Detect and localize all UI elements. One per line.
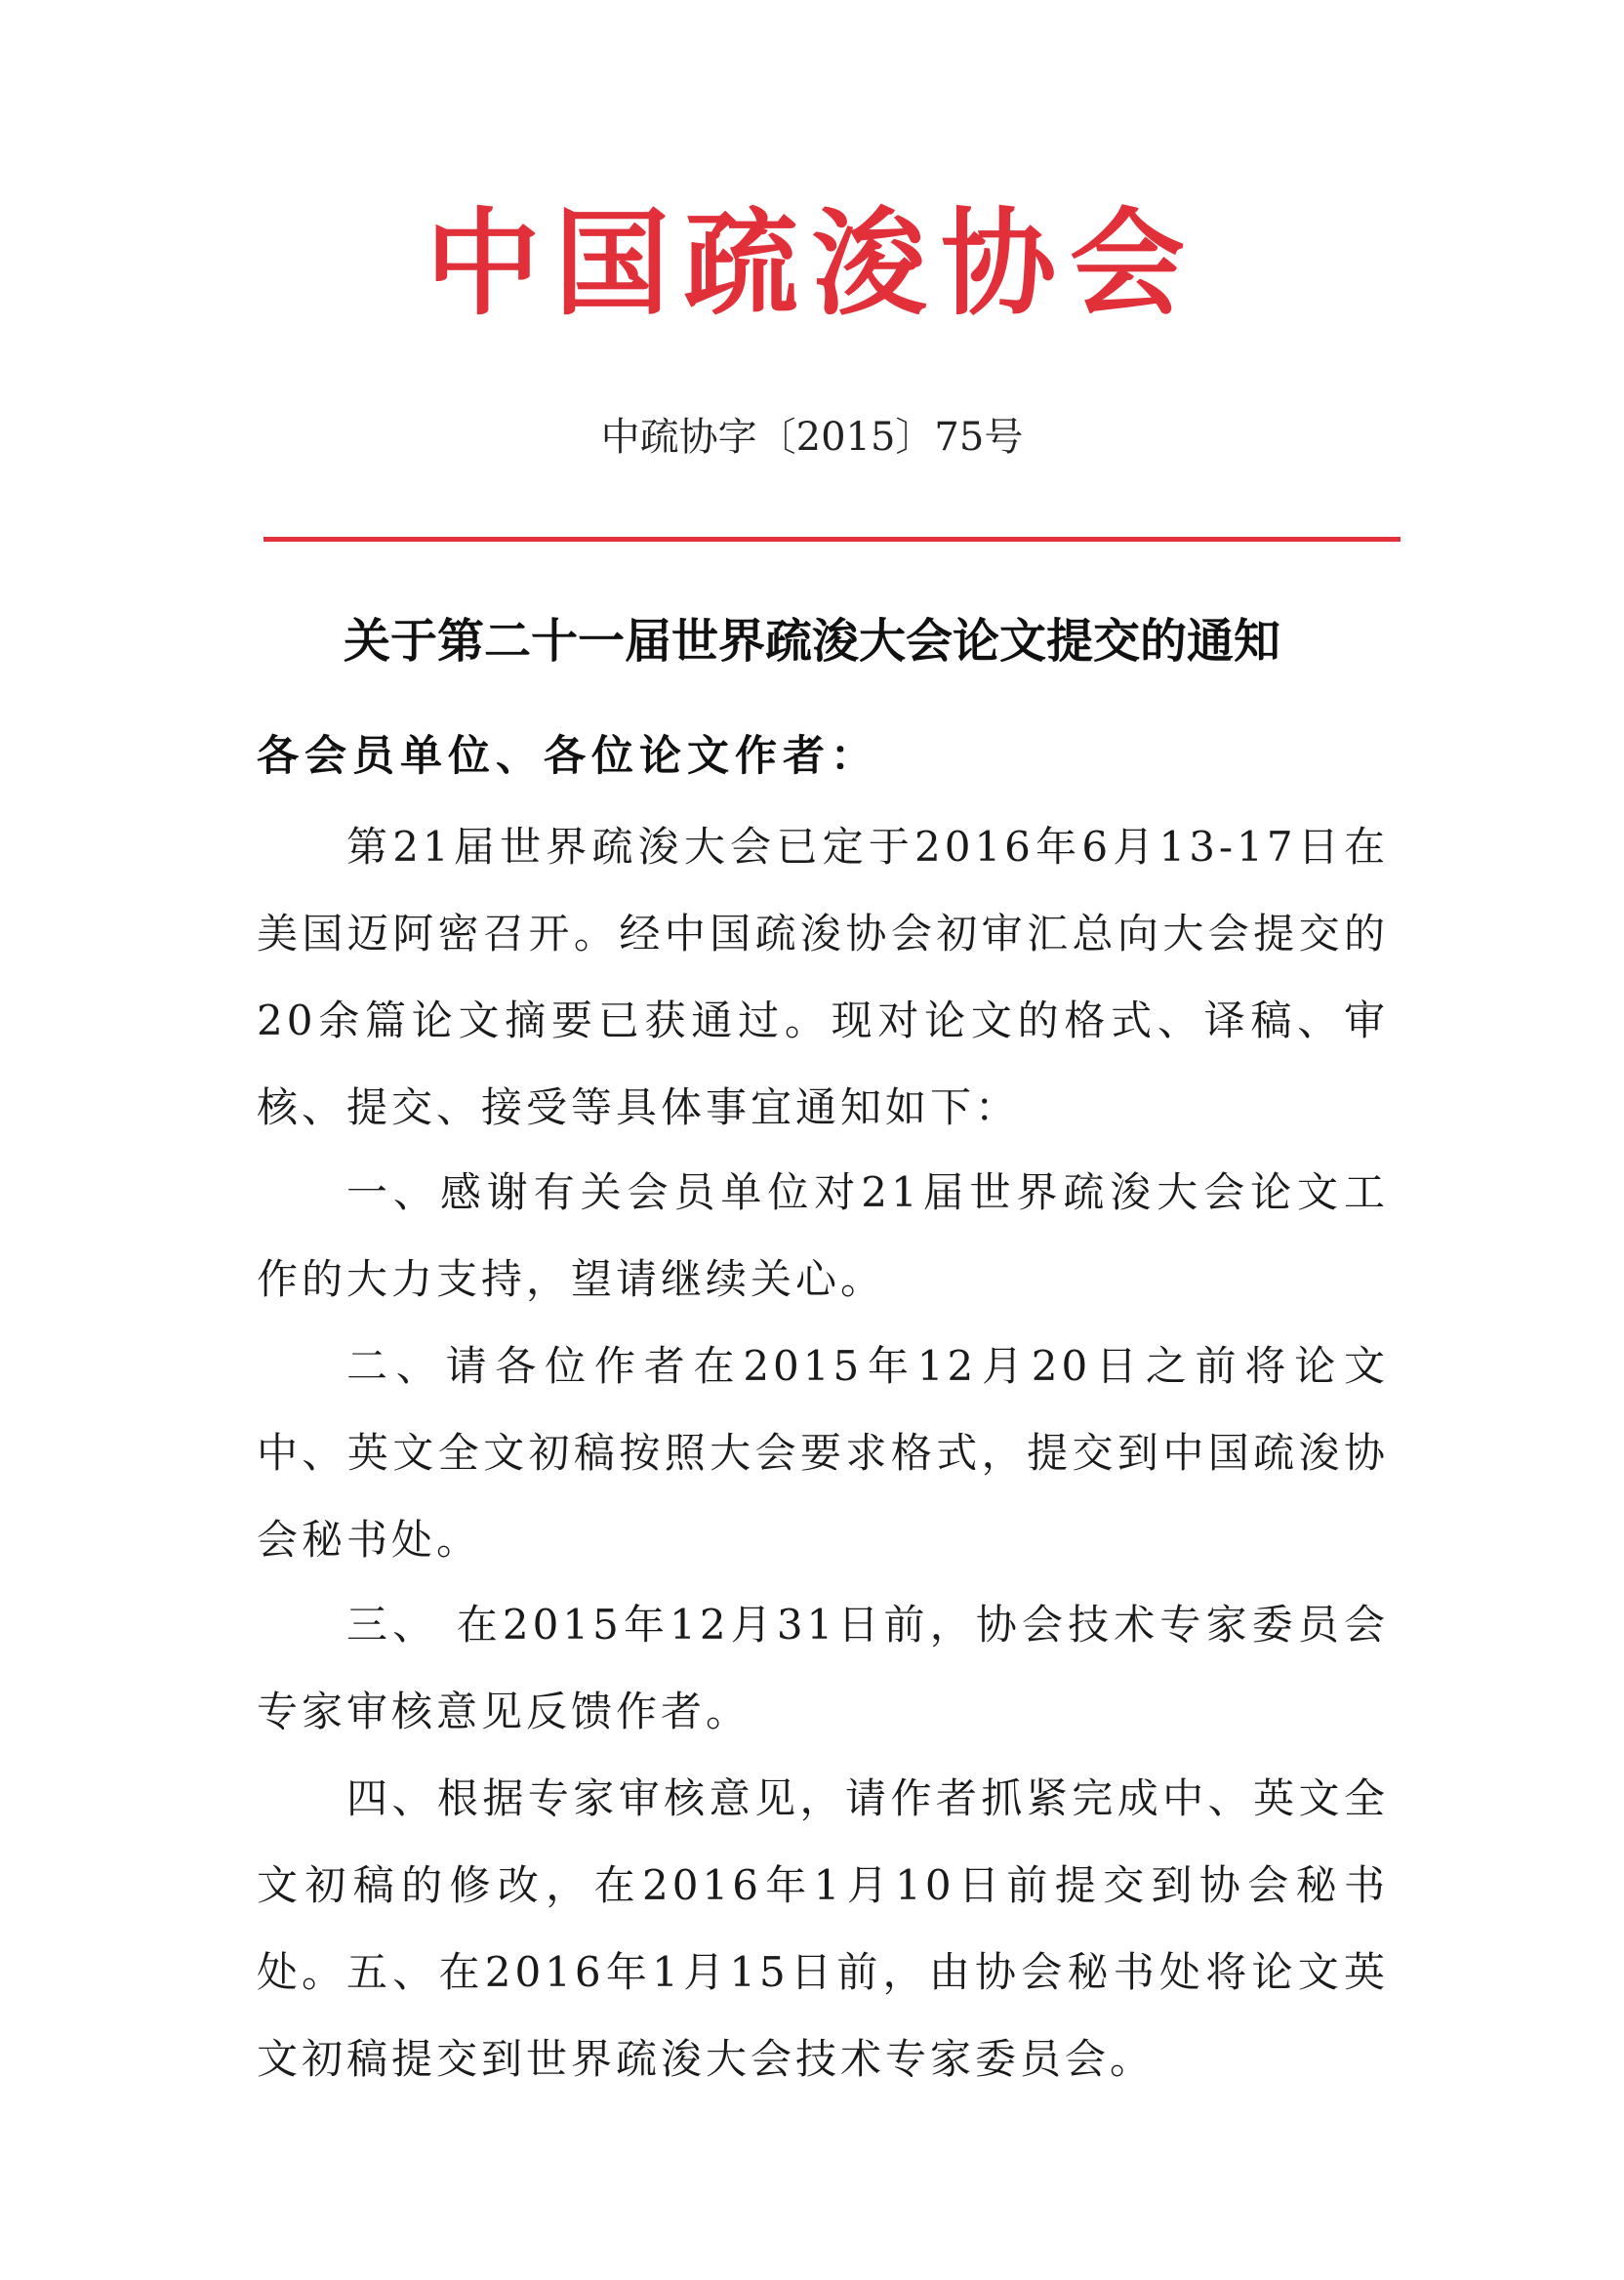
notice-item-4: 四、根据专家审核意见，请作者抓紧完成中、英文全文初稿的修改，在2016年1月10日前提交到协会秘书处。 <box>257 1774 1389 1996</box>
letterhead-org-name: 中国疏浚协会 <box>425 195 1198 331</box>
notice-item-3: 三、 在2015年12月31日前，协会技术专家委员会专家审核意见反馈作者。 <box>257 1601 1389 1735</box>
notice-item-2: 二、请各位作者在2015年12月20日之前将论文中、英文全文初稿按照大会要求格式，提交到中国疏浚协会秘书处。 <box>257 1342 1389 1564</box>
intro-paragraph: 第21届世界疏浚大会已定于2016年6月13-17日在美国迈阿密召开。经中国疏浚协会初审汇总向大会提交的20余篇论文摘要已获通过。现对论文的格式、译稿、审核、提交、接受等具体事宜通知如下： <box>257 823 1389 1131</box>
notice-item-1: 一、感谢有关会员单位对21届世界疏浚大会论文工作的大力支持，望请继续关心。 <box>257 1168 1389 1303</box>
salutation: 各会员单位、各位论文作者： <box>257 732 878 781</box>
document-number: 中疏协字〔2015〕75号 <box>600 415 1024 460</box>
letterhead-divider <box>264 537 1401 542</box>
notice-title: 关于第二十一届世界疏浚大会论文提交的通知 <box>343 614 1280 669</box>
notice-item-5: 五、在2016年1月15日前，由协会秘书处将论文英文初稿提交到世界疏浚大会技术专家委员会。 <box>257 1948 1389 2083</box>
